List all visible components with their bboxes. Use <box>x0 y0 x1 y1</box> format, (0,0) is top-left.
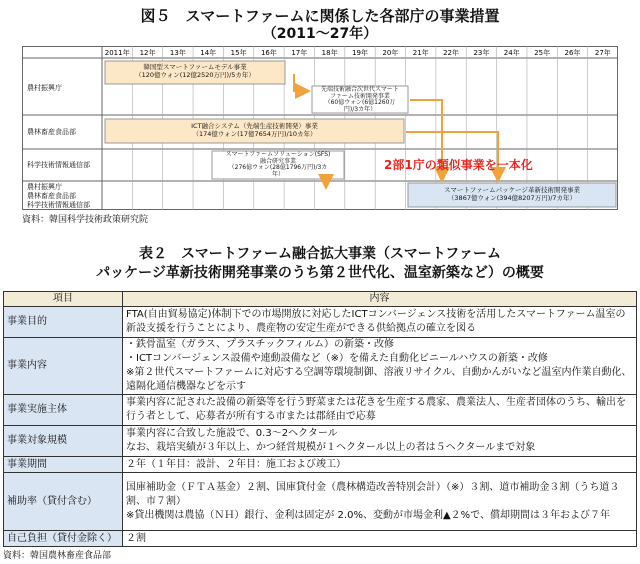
year-label: 17年 <box>291 49 308 57</box>
year-label: 18年 <box>321 49 338 57</box>
year-label: 27年 <box>594 49 611 57</box>
year-label: 16年 <box>260 49 277 57</box>
callout-consolidation: 2部1庁の類似事業を一本化 <box>384 158 533 172</box>
table-row <box>4 531 637 547</box>
figure-source: 資料：韓国科学技術政策研究院 <box>22 215 149 225</box>
figure-subtitle: （2011～27年） <box>262 26 378 42</box>
row-content: FTA(自由貿易協定)体制下での市場開放に対応したICTコンバージェンス技術を活用したスマートファーム温室の新設支援を行うことにより、農産物の安定生産ができる供給拠点の確立を図る <box>123 307 637 338</box>
table-header-row <box>4 292 637 307</box>
year-label: 26年 <box>564 49 581 57</box>
header-content: 内容 <box>123 292 637 307</box>
row-item: 自己負担（貸付金除く） <box>4 531 123 547</box>
row-item: 事業目的 <box>4 307 123 338</box>
row-item: 補助率（貸付含む） <box>4 473 123 531</box>
row-label-rda: 農村振興庁 <box>27 84 62 92</box>
year-label: 14年 <box>200 49 217 57</box>
row-content: ２年（１年目：設計、２年目：施工および竣工） <box>123 457 637 473</box>
table-row <box>4 307 637 338</box>
row-item: 事業内容 <box>4 338 123 395</box>
row-content: ・鉄骨温室（ガラス、プラスチックフィルム）の新築・改修 ・ICTコンバージェンス設備や連動設備など（※）を備えた自動化ビニールハウスの新築・改修 ※第２世代スマートファームに対応する空調等環境制御、溶液リサイクル、自動かんがいなど温室内作業自動化、遠隔化通信機器などを示す <box>123 338 637 395</box>
row-item: 事業実施主体 <box>4 395 123 426</box>
bar-label-next-gen: 先端技術融合次世代スマート ファーム技術開発事業 （60億ウォン(6億1260万 円)/3カ年） <box>321 86 399 113</box>
row-label-mafra: 農林畜産食品部 <box>27 128 76 136</box>
year-label: 22年 <box>443 49 460 57</box>
table-row <box>4 426 637 457</box>
year-label: 25年 <box>534 49 551 57</box>
row-content: 事業内容に記された設備の新築等を行う野菜または花きを生産する農家、農業法人、生産者団体のうち、輸出を行う者として、応募者が所有する市または郡経由で応募 <box>123 395 637 426</box>
table-source: 資料：韓国農林畜産食品部 <box>3 551 112 561</box>
year-label: 23年 <box>473 49 490 57</box>
row-item: 事業期間 <box>4 457 123 473</box>
bar-label-sfs: スマートファームソリューション(SFS) 融合研究事業 （276億ウォン(28億1796万円)/3カ 年） <box>225 151 331 178</box>
year-label: 20年 <box>382 49 399 57</box>
table-row <box>4 338 637 395</box>
year-label: 24年 <box>503 49 520 57</box>
row-item: 事業対象規模 <box>4 426 123 457</box>
table-row <box>4 457 637 473</box>
row-content: ２割 <box>123 531 637 547</box>
table-title-line1: 表２ スマートファーム融合拡大事業（スマートファーム <box>138 246 502 262</box>
table-title-line2: パッケージ革新技術開発事業のうち第２世代化、温室新築など）の概要 <box>96 265 544 281</box>
year-label: 21年 <box>412 49 429 57</box>
year-label: 15年 <box>230 49 247 57</box>
row-content: 国庫補助金（ＦＴＡ基金）２割、国庫貸付金（農林構造改善特別会計）（※）３割、道市補助金３割（うち道３割、市７割） ※貸出機関は農協（ＮＨ）銀行、金利は固定が 2.0%、変動が市場金利▲２%で、償却期間は３年および７年 <box>123 473 637 531</box>
row-content: 事業内容に合致した施設で、0.3～2ヘクタール なお、栽培実績が３年以上、かつ経営規模が１ヘクタール以上の者は５ヘクタールまで対象 <box>123 426 637 457</box>
figure-title: 図５ スマートファームに関係した各部庁の事業措置 <box>140 7 500 25</box>
year-label: 13年 <box>169 49 186 57</box>
bar-label-korea-model: 韓国型スマートファームモデル事業 （120億ウォン(12億2520万円)/5カ年） <box>135 63 255 79</box>
bar-label-ict-system: ICT融合システム（先端生産技術開発）事業 （174億ウォン(17億7654万円)/10カ年） <box>191 122 318 138</box>
year-label: 12年 <box>139 49 156 57</box>
overview-table <box>3 291 637 547</box>
bar-label-package: スマートファームパッケージ革新技術開発事業 （3867億ウォン(394億8207万円)/7カ年） <box>444 186 580 202</box>
header-item: 項目 <box>4 292 123 307</box>
year-label: 2011年 <box>104 49 130 57</box>
table-row <box>4 473 637 531</box>
row-label-all: 農村振興庁 農林畜産食品部 科学技術情報通信部 <box>27 183 90 209</box>
year-label: 19年 <box>352 49 368 57</box>
table-row <box>4 395 637 426</box>
row-label-msit: 科学技術情報通信部 <box>27 161 90 169</box>
